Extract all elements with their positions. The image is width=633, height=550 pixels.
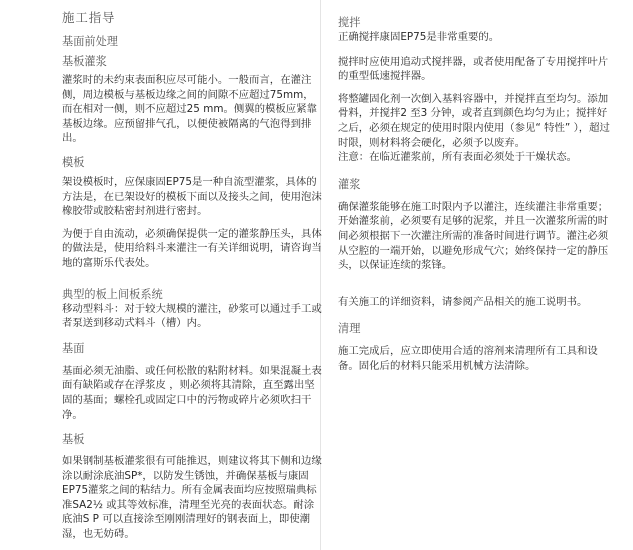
paragraph-formwork-2: 为便于自由流动，必须确保提供一定的灌浆静压头，具体的做法是，使用给料斗来灌注一有关详细说明，请咨询当地的富斯乐代表处。 (62, 227, 322, 269)
heading-slab-grout: 基板灌浆 (62, 55, 107, 68)
paragraph-formwork-1: 架设模板时，应保康固EP75是一种自流型灌浆，具体的方法是，在已架设好的模板下面以及接头之间，使用泡沫橡胶带或胶粘密封剂进行密封。 (62, 175, 322, 218)
heading-placing: 灌浆 (338, 177, 361, 191)
paragraph-mixing-note: 注意：在临近灌浆前，所有表面必须处于干燥状态。 (338, 151, 577, 164)
page-title: 施工指导 (62, 10, 116, 25)
left-column (62, 10, 324, 542)
right-column (338, 10, 610, 374)
heading-substrate: 基面 (62, 341, 85, 355)
heading-formwork: 模板 (62, 155, 85, 169)
paragraph-base-plate: 如果钢制基板灌浆很有可能推迟，则建议将其下侧和边缘涂以耐涂底油SP*，以防发生锈蚀，并确保基板与康固EP75灌浆之间的粘结力。所有金属表面均应按照瑞典标准SA2½ 或其等效标准，清理至光亮的表面状态。耐涂底油S P 可以直接涂至刚刚清理好的钢表面上，即使潮湿，也无妨碍。 (62, 455, 322, 541)
section-heading-preparation: 基面前处理 (62, 35, 118, 48)
heading-typical-system: 典型的板上间板系统 (62, 287, 163, 301)
heading-base-plate: 基板 (62, 433, 85, 447)
paragraph-cleaning: 施工完成后，应立即使用合适的溶剂来清理所有工具和设备。固化后的材料只能采用机械方法清除。 (338, 345, 598, 372)
paragraph-mixing-2: 搅拌时应使用追动式搅拌器，或者使用配备了专用搅拌叶片的重型低速搅拌器。 (338, 55, 609, 83)
paragraph-details: 有关施工的详细资料，请参阅产品相关的施工说明书。 (338, 295, 588, 308)
heading-mixing: 搅拌 (338, 16, 361, 29)
paragraph-slab-grout: 灌浆时的未约束表面积应尽可能小。一般而言，在灌注侧，周边模板与基板边缘之间的间隙不应超过75mm，而在相对一侧，则不应超过25 mm。侧翼的模板应紧靠基板边缘。应预留排气孔，以便使被隔离的气泡得到排出。 (62, 74, 317, 145)
paragraph-substrate: 基面必须无油脂、或任何松散的粘附材料。如果混凝土表面有缺陷或存在浮浆皮 ，则必须将其清除，直至露出坚固的基面；螺栓孔或固定口中的污物或碎片必须吹扫干净。 (62, 364, 322, 421)
paragraph-typical-system: 移动型料斗：对于较大规模的灌注，砂浆可以通过手工或者泵送到移动式料斗（槽）内。 (62, 302, 322, 330)
paragraph-mixing-3: 将整罐固化剂一次倒入基料容器中，并搅拌直至均匀。添加骨料，并搅拌2 至3 分钟，或者直到颜色均匀为止；搅拌好之后，必须在规定的使用时限内使用（参见“ 特性” ），超过时限，则材料将会硬化，必须予以废弃。 (338, 92, 610, 149)
paragraph-mixing-1: 正确搅拌康固EP75是非常重要的。 (338, 31, 500, 43)
heading-cleaning: 清理 (338, 322, 361, 336)
paragraph-placing: 确保灌浆能够在施工时限内予以灌注，连续灌注非常重要；开始灌浆前，必须要有足够的泥浆，并且一次灌浆所需的时间必须根据下一次灌注所需的准备时间进行调节。灌注必须从空腔的一端开始，以避免形成气穴；始终保持一定的静压头，以保证连续的浆锋。 (338, 200, 609, 272)
